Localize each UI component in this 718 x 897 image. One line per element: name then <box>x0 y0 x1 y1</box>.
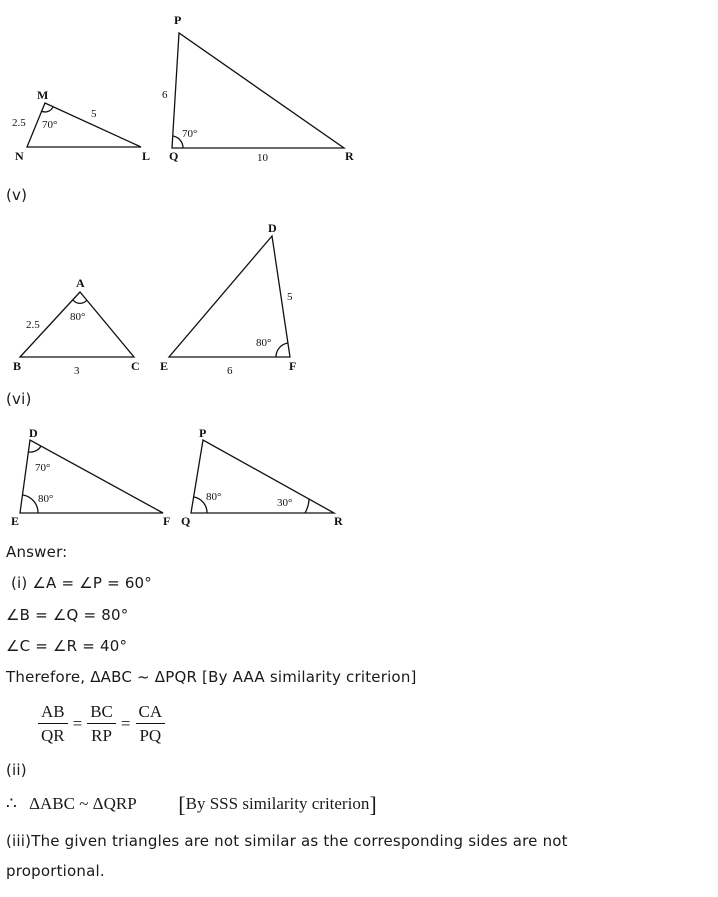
vertex-r: R <box>345 149 354 163</box>
vertex-b: B <box>13 359 22 373</box>
side-mn: 2.5 <box>12 117 26 129</box>
angle-arc-r <box>305 499 309 513</box>
similarity-statement: ΔABC ~ ΔQRP <box>29 794 137 813</box>
fraction-ab-qr: $\frac{AB}{QR}$ <box>38 702 68 746</box>
answer-line-2: ∠B = ∠Q = 80° <box>6 606 129 624</box>
vertex-e2: E <box>11 514 20 528</box>
side-df: 5 <box>287 291 293 303</box>
side-ml: 5 <box>91 108 97 120</box>
answer-line-4: Therefore, ΔABC ~ ΔPQR [By AAA similarity criterion] <box>6 668 417 686</box>
angle-arc-f <box>276 343 288 357</box>
equals-sign: = <box>120 714 131 733</box>
vertex-q2: Q <box>181 514 191 528</box>
vertex-d2: D <box>29 426 38 440</box>
vertex-p2: P <box>199 426 207 440</box>
part-label-vi: (vi) <box>6 390 32 408</box>
equals-sign: = <box>72 714 83 733</box>
part-iii-paragraph <box>6 826 708 886</box>
vertex-e: E <box>160 359 169 373</box>
angle-arc-a <box>73 300 87 303</box>
sss-statement <box>6 792 377 818</box>
vertex-l: L <box>142 149 151 163</box>
vertex-c: C <box>131 359 140 373</box>
side-bc: 3 <box>74 365 80 377</box>
vertex-r2: R <box>334 514 343 528</box>
vertex-n: N <box>15 149 24 163</box>
sss-reason: [By SSS similarity criterion] <box>178 792 377 817</box>
answer-line-1: (i) ∠A = ∠P = 60° <box>6 574 153 592</box>
angle-q-label: 70° <box>182 128 198 140</box>
part-label-v: (v) <box>6 186 28 204</box>
vertex-d: D <box>268 221 277 235</box>
angle-f-label: 80° <box>256 337 272 349</box>
side-ab: 2.5 <box>26 319 40 331</box>
fraction-ca-pq: $\frac{CA}{PQ}$ <box>136 702 166 746</box>
answer-line-3: ∠C = ∠R = 40° <box>6 637 128 655</box>
part-ii-label: (ii) <box>6 761 27 779</box>
vertex-a: A <box>76 276 85 290</box>
angle-e-label: 80° <box>38 493 54 505</box>
part-iii-last: proportional. <box>6 862 105 880</box>
triangle-def-1 <box>169 236 290 357</box>
vertex-m: M <box>37 88 49 102</box>
side-qr: 10 <box>257 152 268 164</box>
vertex-f2: F <box>163 514 171 528</box>
angle-d-label: 70° <box>35 462 51 474</box>
ratio-equation <box>36 702 167 746</box>
angle-m-label: 70° <box>42 119 58 131</box>
part-iii-text: (iii)The given triangles are not similar as the corresponding sides are not <box>6 832 568 850</box>
answer-heading: Answer: <box>6 543 68 561</box>
fraction-bc-rp: $\frac{BC}{RP}$ <box>87 702 116 746</box>
angle-a-label: 80° <box>70 311 86 323</box>
triangle-pqr-1 <box>172 33 344 148</box>
vertex-f: F <box>289 359 297 373</box>
angle-arc-e <box>23 495 38 513</box>
side-ef: 6 <box>227 365 233 377</box>
side-pq: 6 <box>162 89 168 101</box>
angle-r-label: 30° <box>277 497 293 509</box>
therefore-symbol: ∴ <box>6 794 17 813</box>
vertex-p: P <box>174 13 182 27</box>
vertex-q: Q <box>169 149 179 163</box>
angle-q2-label: 80° <box>206 491 222 503</box>
angle-arc-d <box>29 446 41 452</box>
